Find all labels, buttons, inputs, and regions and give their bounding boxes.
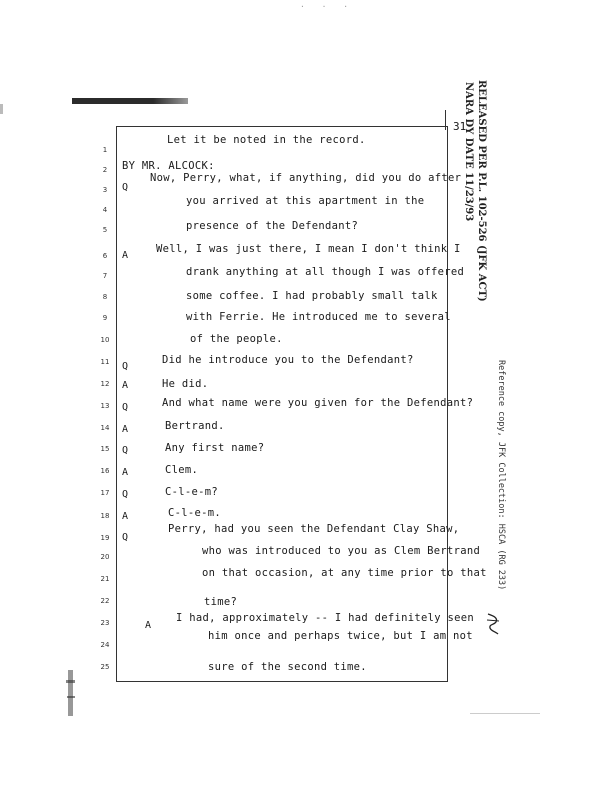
- speaker-marker: A: [122, 250, 129, 261]
- line-number: 7: [102, 272, 108, 280]
- speaker-marker: Q: [122, 361, 129, 372]
- transcript-line: of the people.: [190, 333, 283, 345]
- line-number: 12: [100, 380, 110, 388]
- transcript-line: He did.: [162, 378, 209, 390]
- transcript-line: Bertrand.: [165, 420, 225, 432]
- line-number: 11: [100, 358, 110, 366]
- transcript-line: Any first name?: [165, 442, 265, 454]
- scan-speckle: · · ·: [300, 2, 355, 11]
- transcript-line: with Ferrie. He introduced me to several: [186, 311, 451, 323]
- transcript-line: presence of the Defendant?: [186, 220, 359, 232]
- line-number: 8: [102, 293, 108, 301]
- transcript-line: BY MR. ALCOCK:: [122, 160, 215, 172]
- speaker-marker: Q: [122, 489, 129, 500]
- transcript-line: Clem.: [165, 464, 199, 476]
- scan-edge-line: [470, 713, 540, 714]
- transcript-line: Now, Perry, what, if anything, did you do after: [150, 172, 462, 184]
- line-number: 10: [100, 336, 110, 344]
- transcript-line: who was introduced to you as Clem Bertrand: [202, 545, 481, 557]
- line-number: 16: [100, 467, 110, 475]
- transcript-line: him once and perhaps twice, but I am not: [208, 630, 473, 642]
- transcript-line: Did he introduce you to the Defendant?: [162, 354, 414, 366]
- binding-smudge: [66, 670, 76, 716]
- transcript-line: Let it be noted in the record.: [167, 134, 366, 146]
- line-number: 18: [100, 512, 110, 520]
- transcript-line: And what name were you given for the Defendant?: [162, 397, 474, 409]
- speaker-marker: Q: [122, 182, 129, 193]
- line-number: 17: [100, 489, 110, 497]
- line-number: 19: [100, 534, 110, 542]
- transcript-line: I had, approximately -- I had definitely seen: [176, 612, 474, 624]
- transcript-line: drank anything at all though I was offered: [186, 266, 465, 278]
- transcript-line: Perry, had you seen the Defendant Clay Shaw,: [168, 523, 460, 535]
- line-number: 14: [100, 424, 110, 432]
- line-number: 2: [102, 166, 108, 174]
- line-number: 3: [102, 186, 108, 194]
- transcript-line: sure of the second time.: [208, 661, 367, 673]
- line-number: 25: [100, 663, 110, 671]
- transcript-line: C-l-e-m.: [168, 507, 221, 519]
- line-number: 9: [102, 314, 108, 322]
- page-number: 31: [453, 120, 467, 133]
- release-stamp: [462, 80, 488, 302]
- transcript-line: C-l-e-m?: [165, 486, 218, 498]
- speaker-marker: A: [122, 511, 129, 522]
- release-stamp-line: RELEASED PER P.L. 102-526 (JFK ACT): [476, 80, 487, 302]
- line-number: 13: [100, 402, 110, 410]
- speaker-marker: Q: [122, 445, 129, 456]
- transcript-line: on that occasion, at any time prior to that: [202, 567, 487, 579]
- handwritten-initials-mark: [484, 612, 502, 636]
- transcript-line: time?: [204, 596, 238, 608]
- line-number: 5: [102, 226, 108, 234]
- transcript-line: you arrived at this apartment in the: [186, 195, 425, 207]
- speaker-marker: Q: [122, 532, 129, 543]
- transcript-line: some coffee. I had probably small talk: [186, 290, 438, 302]
- speaker-marker: Q: [122, 402, 129, 413]
- scan-edge-bar: [72, 98, 188, 104]
- line-number: 22: [100, 597, 110, 605]
- speaker-marker: A: [145, 620, 152, 631]
- line-number: 4: [102, 206, 108, 214]
- speaker-marker: A: [122, 467, 129, 478]
- line-number: 15: [100, 445, 110, 453]
- line-number: 1: [102, 146, 108, 154]
- transcript-line: Well, I was just there, I mean I don't think I: [156, 243, 461, 255]
- speaker-marker: A: [122, 424, 129, 435]
- scan-edge-mark: [0, 104, 3, 114]
- line-number: 24: [100, 641, 110, 649]
- speaker-marker: A: [122, 380, 129, 391]
- release-stamp-date: NARA DY DATE 11/23/93: [463, 82, 474, 222]
- line-number: 6: [102, 252, 108, 260]
- line-number: 23: [100, 619, 110, 627]
- collection-reference: Reference copy, JFK Collection: HSCA (RG 233): [496, 360, 506, 591]
- line-number: 21: [100, 575, 110, 583]
- line-number: 20: [100, 553, 110, 561]
- frame-tick: [445, 110, 446, 130]
